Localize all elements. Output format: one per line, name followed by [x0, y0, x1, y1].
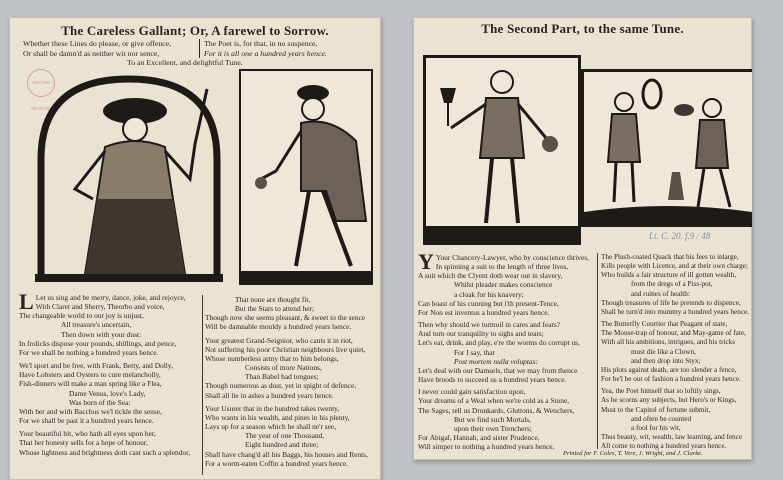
verse-line: But we find such Mortals,	[454, 414, 531, 424]
verse-line: For we shall be past it a hundred years hence.	[19, 416, 154, 426]
verse-line: Your beautiful bit, who hath all eyes upon her,	[19, 429, 156, 439]
verse-line: For Abigal, Hannah, and sister Prudence,	[418, 432, 540, 442]
verse-line: Shall be turn'd into mummy a hundred years hence.	[601, 307, 750, 316]
verse-line: Dame Venus, love's Lady,	[69, 388, 146, 398]
shelfmark-annotation: Lt. C. 20. f.9 / 48	[649, 231, 711, 241]
verse-line: In spinning a suit to the length of three lives,	[435, 262, 569, 272]
imprint-line: Printed for F. Coles, T. Vere, J. Wright, and J. Clarke.	[563, 450, 703, 457]
woodcut-gentleman-frame	[239, 69, 373, 285]
verse-text: Your Chancery-Lawyer, who by conscience thrives,	[435, 253, 589, 262]
verse-line: Your greatest Grand-Seignior, who cants it in riot,	[205, 335, 353, 345]
verse-line: Was born of the Sea:	[69, 397, 131, 407]
verse-line: Thus beauty, wit, wealth, law learning, and fence	[601, 432, 743, 441]
verse-line: For a worm-eaten Coffin a hundred years hence.	[205, 458, 349, 468]
verse-line: and ruines of health:	[631, 289, 690, 298]
verse-line: Kills people with Licence, and at their own charge;	[601, 262, 748, 271]
verse-line: and often be counted	[631, 414, 692, 423]
musicians-illustration	[584, 72, 752, 224]
lady-illustration	[35, 69, 223, 282]
verse-line: The Sages, tell us Drunkards, Gluttons, & Wenchers,	[418, 405, 575, 415]
verse-line: All come to nothing a hundred years hence.	[601, 442, 727, 451]
intro-divider	[199, 39, 200, 58]
verse-line: Yea, the Poet himself that so loftily sings,	[601, 387, 721, 396]
verse-line: Fish-dinners will make a man spring like a Flea,	[19, 379, 162, 389]
verse-line: With Claret and Sherry, Theorbo and voice,	[35, 302, 165, 312]
stamp-text: BRITISH MUSEUM	[31, 80, 51, 111]
verse-line: Eight hundred and three;	[245, 440, 319, 450]
verse-line: For Non est inventus a hundred years hence.	[418, 307, 550, 317]
woodcut-drinker-frame	[423, 55, 581, 245]
verse-line: Then why should we turmoil in cares and fears?	[418, 320, 561, 330]
verse-line: The Plush-coated Quack that his fees to inlarge,	[601, 253, 739, 261]
verse-line: His plots against death, are too slender a fence,	[601, 365, 737, 374]
verse-line: The changeable world to our joy is unjust,	[19, 311, 144, 321]
verse-line: must die like a Clown,	[631, 347, 696, 356]
verse-line: Have Lobsters and Oysters to cure melancholly,	[19, 370, 161, 380]
verse-line: Must to the Capitol of fortune submit,	[601, 405, 711, 414]
gentleman-illustration	[241, 71, 371, 283]
verse-line: and then drop into Styx;	[631, 356, 701, 365]
right-title: The Second Part, to the same Tune.	[481, 21, 684, 36]
left-title: The Careless Gallant; Or, A farewel to Sorrow.	[61, 23, 329, 38]
verse-line: Shall have chang'd all his Baggs, his houses and Rents,	[205, 449, 368, 459]
verse-line: from the dregs of a Piss-pot,	[631, 280, 713, 289]
drinker-illustration	[426, 58, 578, 242]
verse-line: But the Stars to attend her;	[235, 304, 315, 314]
verse-line: Let's eat, drink, and play, e're the worms do corrupt us,	[418, 338, 580, 348]
left-intro-left	[23, 39, 171, 58]
verse-line: Not suffering his poor Christian neighbours live quiet,	[205, 344, 366, 354]
left-verse-column-1	[19, 289, 191, 457]
verse-line: The year of one Thousand,	[245, 431, 325, 441]
verse-line: Though now she seems pleasant, & sweet to the sence	[205, 313, 366, 323]
right-verse-column-2	[601, 253, 749, 451]
verse-line: In frolicks dispose your pounds, shillings, and pence,	[19, 338, 177, 348]
verse-line: Let's deal with our Damsels, that we may from thence	[418, 365, 578, 375]
verse-line: Though treasures of life he pretends to dispence,	[601, 298, 741, 307]
verse-line: For I say, that	[454, 347, 495, 357]
verse-line: For he'l be out of fashion a hundred years hence.	[601, 375, 741, 384]
intro-line: The Poet is, for that, in no suspence,	[204, 39, 318, 48]
verse-line: Consists of more Nations,	[245, 363, 322, 373]
verse-line: Shall all lie in ashes a hundred years hence.	[205, 390, 334, 400]
left-verse-column-2	[205, 295, 368, 468]
drop-cap: Y	[418, 249, 434, 274]
verse-line: Whilst pleader makes conscience	[454, 280, 553, 290]
verse-line: Will be damnable mouldy a hundred years hence.	[205, 322, 352, 332]
verse-line: The Mouse-trap of honour, and May-game of fate,	[601, 329, 746, 338]
verse-line: With all his ambitions, intrigues, and his tricks	[601, 338, 736, 347]
column-divider	[202, 295, 203, 475]
verse-line: That her honesty sells for a hope of honour,	[19, 438, 148, 448]
intro-line: For it is all one a hundred years hence.	[204, 48, 327, 58]
verse-line: With her and with Bacchus we'l tickle the sense,	[19, 406, 162, 416]
left-broadside-sheet	[9, 17, 381, 480]
woodcut-lady	[35, 69, 223, 282]
verse-line: Than Babel had tongues;	[245, 372, 319, 382]
right-broadside-sheet	[413, 17, 752, 460]
verse-line: Have broods to succeed us a hundred years hence.	[418, 375, 567, 385]
verse-line: a cloak for his knavery;	[454, 289, 524, 299]
column-divider	[597, 253, 598, 449]
drop-cap: L	[19, 289, 34, 314]
verse-line: Can boast of his cunning but i'th present-Tence,	[418, 298, 559, 308]
verse-line: upon their own Trenchers;	[454, 423, 532, 433]
woodcut-musicians-frame	[581, 69, 752, 227]
verse-line: Who builds a fair structure of ill gotten wealth,	[601, 271, 737, 280]
verse-line: As he scorns any subjects, but Hero's or Kings,	[601, 396, 737, 405]
tune-line: To an Excellent, and delightful Tune.	[127, 58, 243, 67]
verse-line: The Butterfly Courtier that Peagant of state,	[601, 320, 728, 329]
verse-line: Who wants in his wealth, and pines in his plenty,	[205, 412, 350, 422]
verse-line: Though numerous as dust, yet in spight of defence,	[205, 381, 357, 391]
verse-line: We'l sport and be free, with Frank, Betty, and Dolly,	[19, 361, 173, 371]
verse-line: That none are thought fit,	[235, 295, 311, 304]
verse-line: I never could gain satisfaction upon,	[418, 387, 526, 397]
verse-line: And turn our tranquility to sighs and tears;	[418, 329, 544, 339]
verse-line: Lays up for a season which he shall ne'r see,	[205, 422, 337, 432]
verse-line: a fool for his wit,	[631, 423, 681, 432]
verse-line: Then down with your dust:	[61, 329, 142, 339]
verse-line: Post mortem nulla voluptas:	[454, 356, 538, 366]
verse-line: Whose lightness and brightness doth cast such a splendor,	[19, 447, 191, 457]
verse-line: For we shall be nothing a hundred years hence.	[19, 347, 159, 357]
verse-line: Whose numberless army that to him belongs,	[205, 353, 339, 363]
verse-line: All treasure's uncertain,	[61, 320, 132, 330]
verse-line: Will simper to nothing a hundred years hence.	[418, 442, 555, 452]
verse-line: A suit which the Clyent doth wear out in slavery,	[418, 271, 563, 281]
right-verse-column-1	[418, 249, 589, 452]
left-intro-right	[204, 39, 327, 58]
intro-line: Or shall be damn'd as neither wit nor sence,	[23, 48, 160, 58]
intro-line: Whether these Lines do please, or give offence,	[23, 39, 172, 48]
verse-line: Your Usurer that in the hundred takes twenty,	[205, 403, 340, 413]
verse-text: Let us sing and be merry, dance, joke, and rejoyce,	[35, 293, 186, 302]
verse-line: Your dreams of a Weal when we're cold as a Stone,	[418, 396, 570, 406]
